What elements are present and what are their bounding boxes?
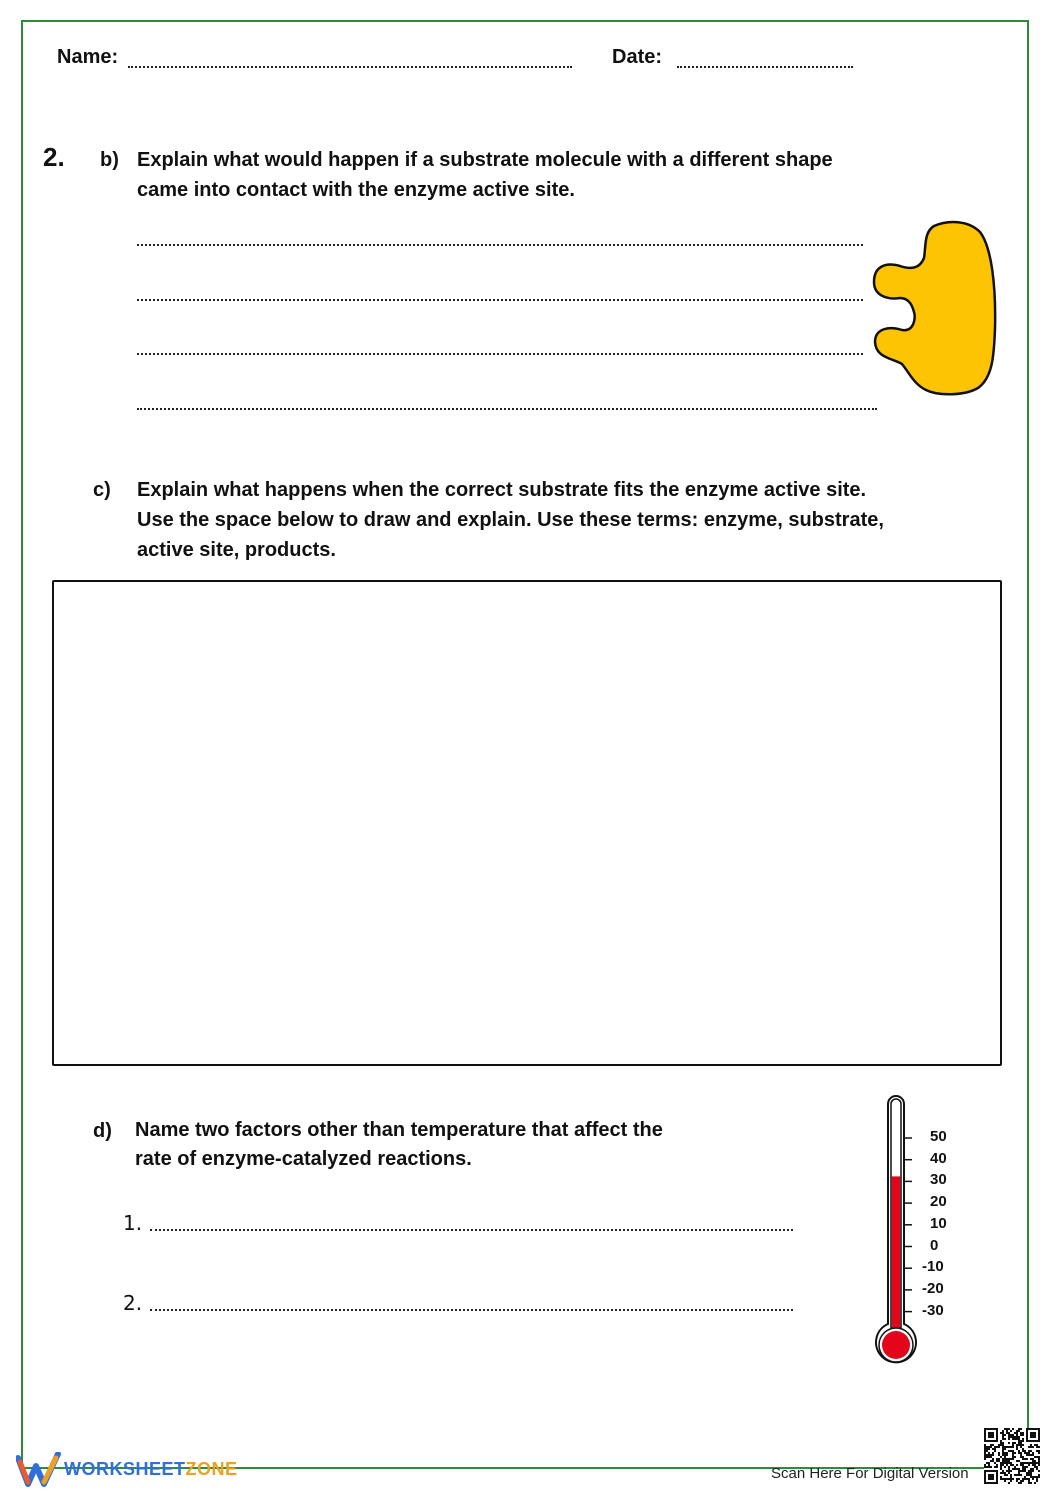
part-c-question (137, 475, 997, 565)
name-field[interactable] (128, 66, 572, 68)
question-number: 2. (43, 142, 65, 172)
thermometer-illustration (870, 1092, 930, 1372)
answer-line-d1[interactable] (150, 1229, 793, 1231)
thermometer-label: -20 (922, 1279, 944, 1297)
answer-line-d2[interactable] (150, 1309, 793, 1311)
worksheetzone-logo (64, 1459, 238, 1480)
thermometer-label: 10 (930, 1214, 947, 1232)
part-d-line1: Name two factors other than temperature that affect the (135, 1119, 663, 1141)
date-label: Date: (612, 46, 663, 68)
part-d-line2: rate of enzyme-catalyzed reactions. (135, 1148, 472, 1170)
logo-part2: ZONE (185, 1459, 238, 1479)
part-b-line1: Explain what would happen if a substrate molecule with a different shape (137, 149, 833, 171)
date-field[interactable] (677, 66, 853, 68)
thermometer-label: -30 (922, 1301, 944, 1319)
answer-number-1: 1. (123, 1211, 143, 1235)
answer-line-b1[interactable] (137, 244, 863, 246)
thermometer-mercury (892, 1176, 900, 1337)
part-c-line1: Explain what happens when the correct substrate fits the enzyme active site. (137, 479, 867, 501)
part-c-line3: active site, products. (137, 539, 336, 561)
answer-line-b3[interactable] (137, 353, 863, 355)
part-d-letter: d) (93, 1120, 112, 1142)
thermometer-label: 0 (930, 1236, 939, 1254)
scan-text: Scan Here For Digital Version (771, 1465, 969, 1482)
part-b-letter: b) (100, 149, 119, 171)
name-label: Name: (57, 46, 119, 68)
thermometer-label: 40 (930, 1149, 947, 1167)
thermometer-label: 20 (930, 1193, 947, 1211)
worksheetzone-logo-icon (16, 1452, 62, 1488)
qr-code-icon[interactable] (984, 1428, 1040, 1484)
drawing-box[interactable] (52, 580, 1002, 1066)
answer-number-2: 2. (123, 1291, 143, 1315)
thermometer-scale (922, 1128, 962, 1328)
part-b-line2: came into contact with the enzyme active site. (137, 179, 575, 201)
thermometer-label: 50 (930, 1128, 947, 1145)
part-d-question (135, 1116, 755, 1174)
answer-line-b2[interactable] (137, 299, 863, 301)
thermometer-bulb (882, 1331, 910, 1359)
enzyme-shape-illustration (868, 218, 1002, 398)
part-b-question (137, 145, 957, 205)
thermometer-label: 30 (930, 1171, 947, 1189)
part-c-line2: Use the space below to draw and explain. Use these terms: enzyme, substrate, (137, 509, 884, 531)
logo-part1: WORKSHEET (64, 1459, 186, 1479)
answer-line-b4[interactable] (137, 408, 877, 410)
part-c-letter: c) (93, 479, 111, 501)
thermometer-label: -10 (922, 1258, 944, 1276)
